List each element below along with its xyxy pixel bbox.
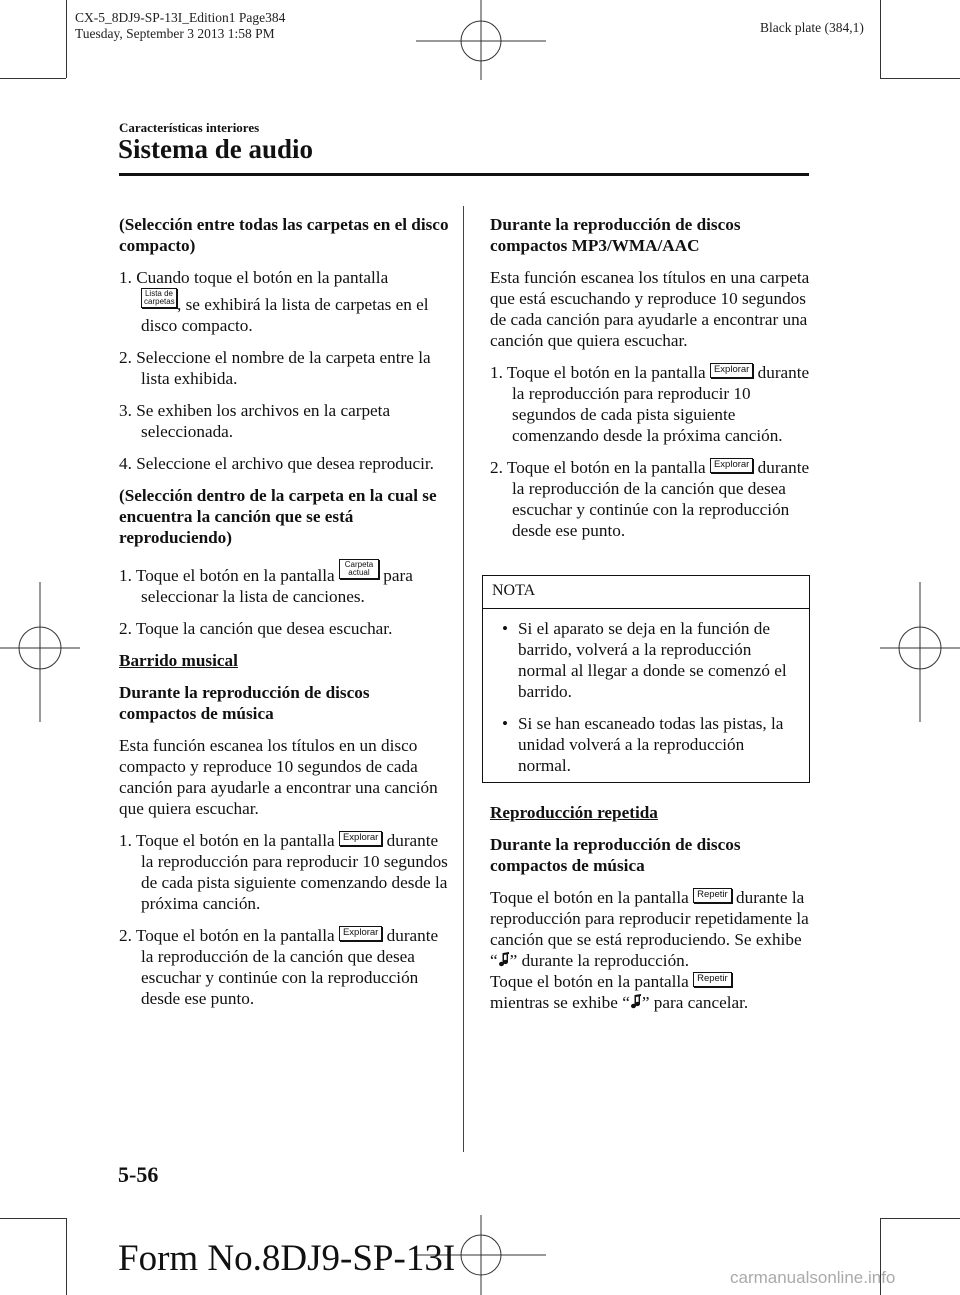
subheading: (Selección entre todas las carpetas en el disco compacto) (119, 215, 449, 255)
registration-mark (0, 582, 80, 722)
list-item: 1. Toque el botón en la pantalla Explorar durante la reproducción para reproducir 10 segundos de cada pista siguiente comenzando desde la próxima canción. (490, 363, 810, 445)
list-item: 2. Toque el botón en la pantalla Explorar durante la reproducción de la canción que desea escuchar y continúe con la reproducción desde ese punto. (490, 458, 810, 540)
file-info (75, 10, 285, 42)
paragraph: Esta función escanea los títulos en una carpeta que está escuchando y reproduce 10 segundos de cada canción para ayudarle a encontrar una canción que quiera escuchar. (490, 268, 810, 350)
music-note-icon (630, 994, 642, 1010)
right-column-lower (490, 802, 810, 1013)
list-item: 1. Toque el botón en la pantalla Carpeta actual para seleccionar la lista de canciones. (119, 560, 413, 606)
page-title: Sistema de audio (118, 134, 314, 164)
scan-button: Explorar (339, 926, 382, 941)
current-folder-button: Carpeta actual (339, 559, 379, 579)
registration-mark (880, 582, 960, 722)
note-bullet: • Si se han escaneado todas las pistas, la unidad volverá a la reproducción normal. (502, 714, 784, 775)
note-bullet: • Si el aparato se deja en la función de barrido, volverá a la reproducción normal al llegar a donde se comenzó el barrido. (502, 619, 787, 701)
plate-label: Black plate (384,1) (760, 20, 864, 35)
scan-button: Explorar (710, 458, 753, 473)
form-number: Form No.8DJ9-SP-13I (118, 1238, 456, 1279)
crop-mark (0, 78, 66, 79)
crop-mark (66, 1218, 67, 1295)
page-number: 5-56 (118, 1162, 159, 1187)
subheading: Durante la reproducción de discos compactos MP3/WMA/AAC (490, 215, 741, 255)
list-item: 2. Toque el botón en la pantalla Explorar durante la reproducción de la canción que desea escuchar y continúe con la reproducción desde ese punto. (119, 926, 439, 1008)
list-item: 1. Cuando toque el botón en la pantalla Lista de carpetas , se exhibirá la lista de carpetas en el disco compacto. (119, 268, 429, 335)
note-title: NOTA (483, 576, 809, 609)
subheading: (Selección dentro de la carpeta en la cual se encuentra la canción que se está reproduciendo) (119, 486, 437, 547)
list-item: 2. Toque la canción que desea escuchar. (119, 619, 393, 638)
scan-button: Explorar (710, 363, 753, 378)
right-column (490, 214, 810, 552)
watermark: carmanualsonline.info (730, 1268, 896, 1287)
crop-mark (880, 0, 881, 78)
subheading: Durante la reproducción de discos compactos de música (119, 683, 370, 723)
date-line: Tuesday, September 3 2013 1:58 PM (75, 26, 275, 41)
paragraph: Esta función escanea los títulos en un disco compacto y reproduce 10 segundos de cada canción para ayudarle a encontrar una canción que quiera escuchar. (119, 736, 438, 818)
registration-mark (416, 0, 546, 80)
repeat-button: Repetir (693, 972, 732, 987)
crop-mark (66, 0, 67, 78)
note-box (482, 575, 810, 783)
folder-list-button: Lista de carpetas (141, 288, 177, 308)
bullet-icon: • (502, 714, 509, 733)
section-label: Características interiores (119, 120, 260, 135)
note-body (483, 609, 809, 776)
repeat-heading: Reproducción repetida (490, 803, 658, 822)
subheading: Durante la reproducción de discos compactos de música (490, 835, 741, 875)
scan-heading: Barrido musical (119, 651, 238, 670)
list-item: 3. Se exhiben los archivos en la carpeta seleccionada. (119, 401, 391, 441)
list-item: 4. Seleccione el archivo que desea reproducir. (119, 454, 434, 473)
crop-mark (880, 1218, 960, 1219)
list-item: 1. Toque el botón en la pantalla Explorar durante la reproducción para reproducir 10 segundos de cada pista siguiente comenzando desde la próxima canción. (119, 831, 448, 913)
crop-mark (0, 1218, 66, 1219)
title-rule (119, 173, 809, 176)
left-column (119, 214, 449, 1020)
list-item: 2. Seleccione el nombre de la carpeta entre la lista exhibida. (119, 348, 431, 388)
music-note-icon (498, 952, 510, 968)
paragraph: Toque el botón en la pantalla Repetir durante la reproducción para reproducir repetidamente la canción que se está reproduciendo. Se exhibe “ ” durante la reproducción. Toque el botón en la pantalla Repetir mientras se exhibe “ ” para cancelar. (490, 888, 809, 1012)
file-line: CX-5_8DJ9-SP-13I_Edition1 Page384 (75, 10, 286, 25)
column-divider (463, 206, 464, 1152)
scan-button: Explorar (339, 831, 382, 846)
crop-mark (880, 78, 960, 79)
repeat-button: Repetir (693, 888, 732, 903)
bullet-icon: • (502, 619, 509, 638)
